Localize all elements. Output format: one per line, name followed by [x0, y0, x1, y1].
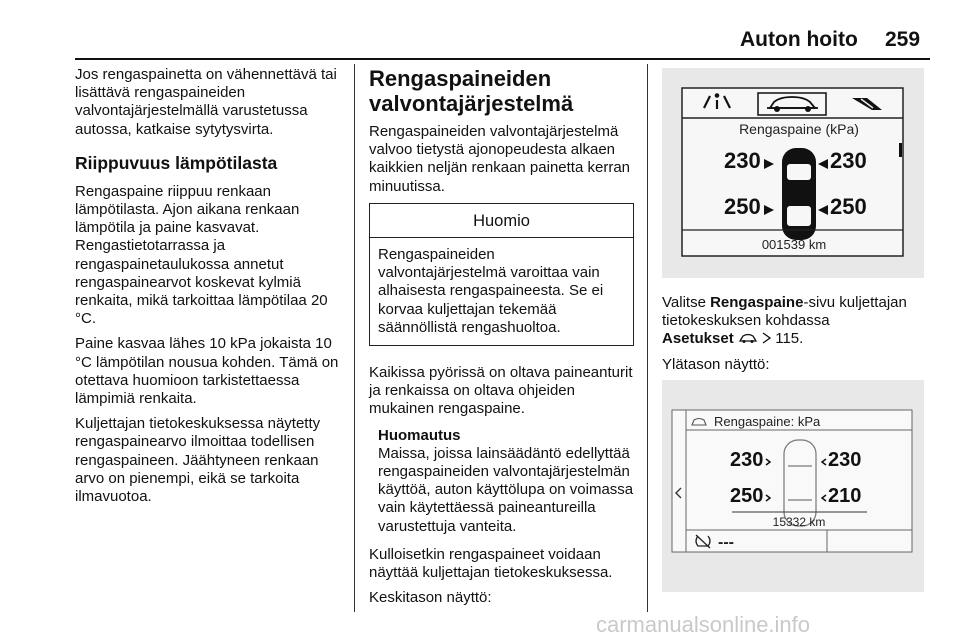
car-top-view-icon [782, 148, 816, 240]
warning-text: Rengaspaineiden valvontajärjestelmä varoittaa vain alhaisesta rengaspaineesta. Se ei korvaa kuljettajan tekemää säännöllistä rengashuoltoa. [378, 246, 604, 336]
paragraph: Jos rengaspainetta on vähennettävä tai lisättävä rengaspaineiden valvontajärjestelmällä varustetussa autossa, katkaise sytytysvirta. [75, 66, 337, 138]
tire-rear-left-value: 250 [730, 485, 764, 507]
paragraph: Ylätason näyttö: [662, 355, 770, 373]
paragraph: Kuljettajan tietokeskuksessa näytetty rengaspainearvo ilmoittaa todellisen rengaspaineen. Jäähtyneen renkaan arvo on pienempi, eikä se tarkoita ilmavuotoa. [75, 415, 321, 506]
menu-term: Asetukset [662, 330, 734, 348]
tire-front-right-value: 230 [828, 449, 862, 471]
column-separator-1 [354, 64, 355, 612]
mid-level-display-figure [662, 68, 924, 278]
upper-level-display-figure [662, 380, 924, 592]
page-reference-icon [762, 331, 771, 343]
tire-status-value: --- [718, 534, 734, 551]
warning-title: Huomio [370, 204, 633, 238]
page-reference: 115. [775, 330, 804, 348]
tire-rear-left-value: 250 [724, 194, 761, 219]
menu-term: Rengaspaine [710, 294, 804, 311]
warning-box [369, 203, 634, 346]
tire-rear-right-value: 250 [830, 194, 867, 219]
paragraph: Paine kasvaa lähes 10 kPa jokaista 10 °C lämpötilan nousua kohden. Tämä on otettava huomioon tarkistettaessa lämpimiä renkaita. [75, 335, 339, 408]
section-title: Rengaspaineiden valvontajärjestelmä [369, 66, 574, 116]
header-rule [75, 58, 930, 60]
note-title: Huomautus [378, 426, 461, 444]
tire-rear-right-value: 210 [828, 485, 862, 507]
tire-front-left-value: 230 [730, 449, 764, 471]
paragraph: Keskitason näyttö: [369, 589, 492, 607]
note-block [378, 427, 634, 536]
column-3 [662, 294, 932, 381]
tire-front-left-value: 230 [724, 148, 761, 173]
paragraph: Rengaspaineiden valvontajärjestelmä valvoo tietystä ajonopeudesta alkaen kaikkien neljän renkaan painetta kerran minuutissa. [369, 123, 630, 195]
tire-front-right-value: 230 [830, 148, 867, 173]
odometer: 001539 km [761, 237, 827, 252]
page-number: 259 [885, 28, 921, 51]
paragraph: Valitse Rengaspaine-sivu kuljettajan tietokeskuksen kohdassa Asetukset 115. [662, 294, 907, 348]
display-title: Rengaspaine: kPa [714, 414, 821, 429]
display-title: Rengaspaine (kPa) [739, 121, 859, 137]
column-2 [369, 66, 634, 614]
running-header: Auton hoito [740, 28, 858, 51]
odometer: 15332 km [772, 515, 826, 529]
column-separator-2 [647, 64, 648, 612]
column-1 [75, 66, 347, 513]
watermark: carmanualsonline.info [596, 612, 811, 637]
paragraph: Rengaspaine riippuu renkaan lämpötilasta. Ajon aikana renkaan lämpötila ja paine kasvavat. Rengastietotarrassa ja rengaspainetaulukossa annetut rengaspainearvot koskevat kylmiä renkaita, mikä tarkoittaa lämpötilaa 20 °C. [75, 182, 328, 328]
note-text: Maissa, joissa lainsäädäntö edellyttää rengaspaineiden valvontajärjestelmän käyttöä, auton käyttölupa on voimassa vain käytettäessä paineantureilla varustettuja vanteita. [378, 444, 634, 535]
paragraph: Kulloisetkin rengaspaineet voidaan näyttää kuljettajan tietokeskuksessa. [369, 545, 613, 582]
car-settings-icon [738, 331, 758, 343]
section-heading: Riippuvuus lämpötilasta [75, 152, 278, 173]
paragraph: Kaikissa pyörissä on oltava paineanturit ja renkaissa on oltava ohjeiden mukainen rengaspaine. [369, 364, 633, 418]
